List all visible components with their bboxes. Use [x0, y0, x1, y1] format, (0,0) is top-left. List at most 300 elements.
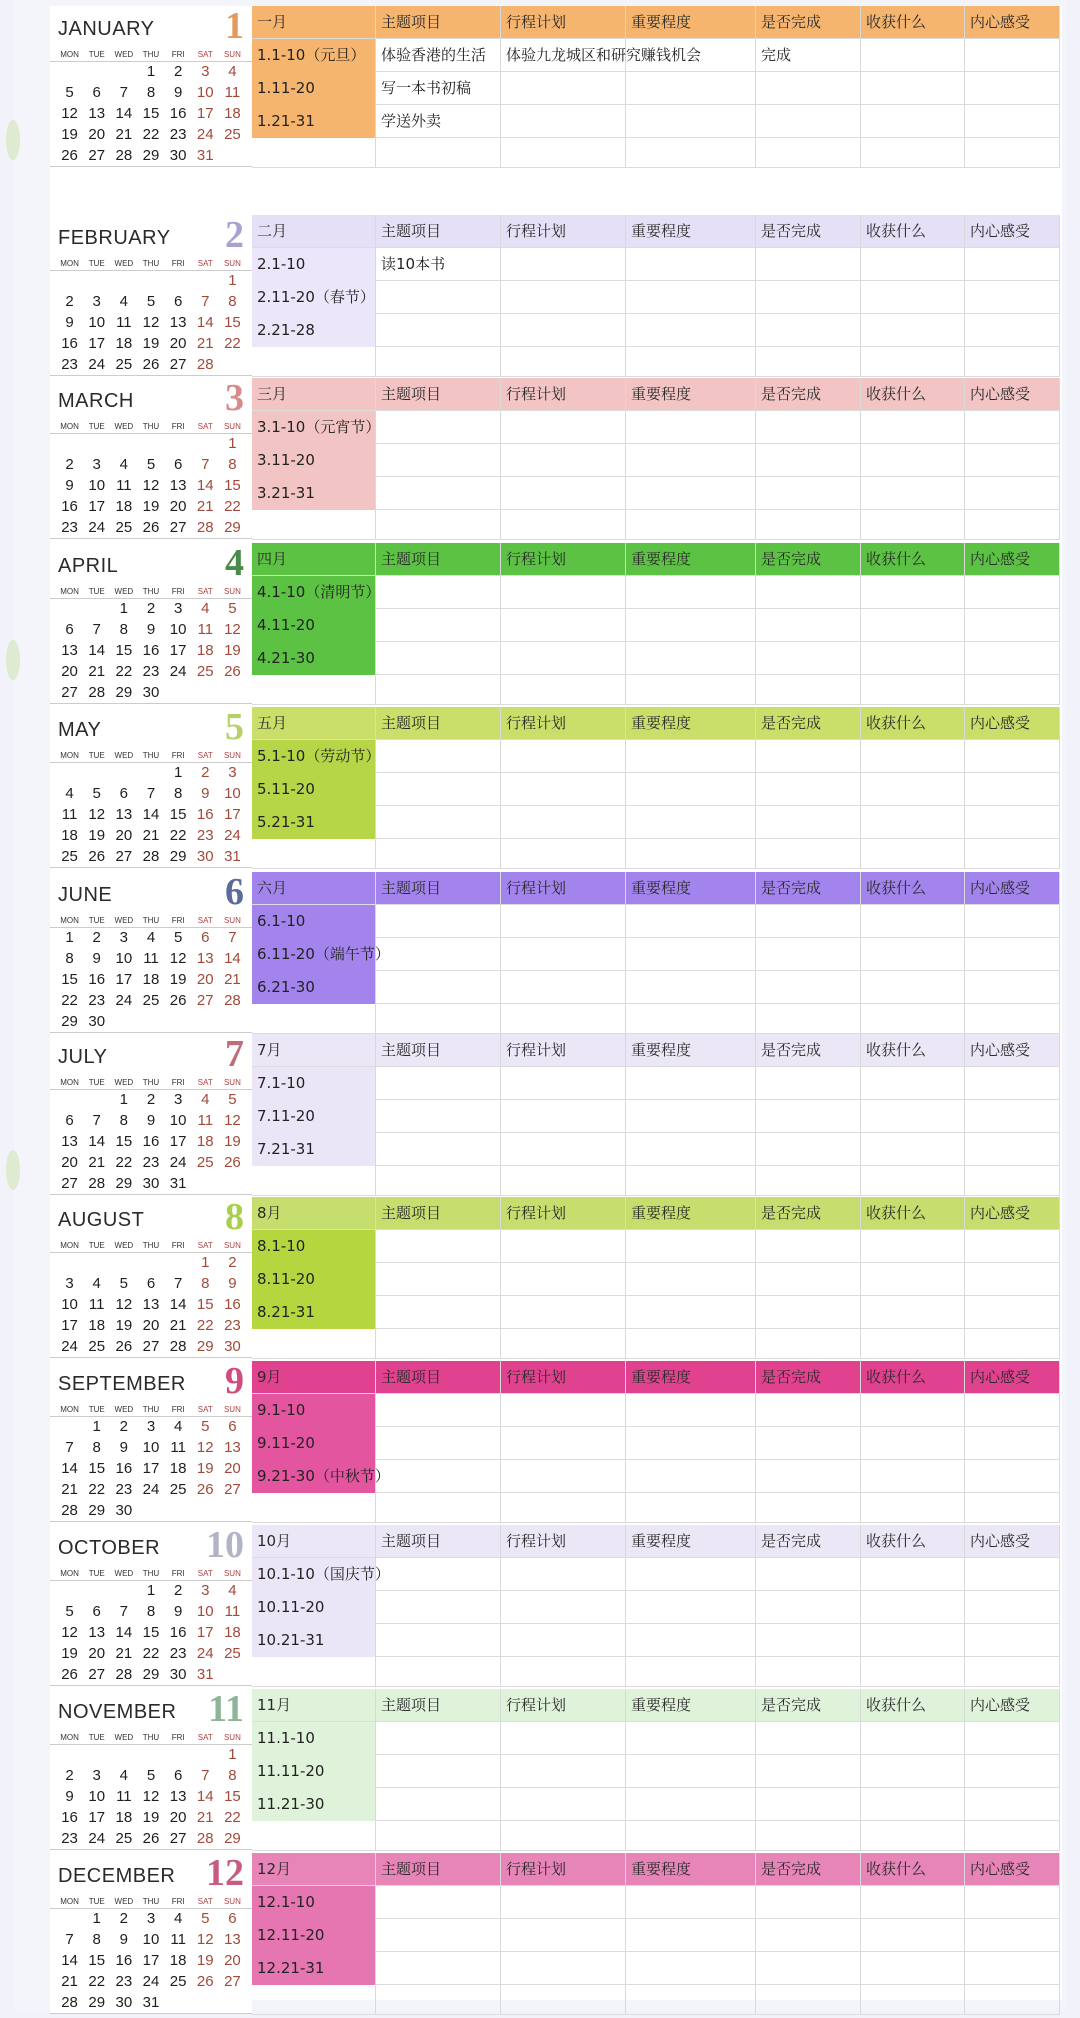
entry-cell[interactable]: [626, 1230, 756, 1263]
entry-cell[interactable]: [965, 1919, 1060, 1952]
day-cell[interactable]: 23: [61, 1830, 78, 1847]
day-cell[interactable]: 1: [173, 764, 183, 781]
day-cell[interactable]: 20: [115, 827, 133, 844]
period-label[interactable]: 6.21-30: [252, 971, 376, 1004]
entry-cell[interactable]: [626, 411, 756, 444]
day-cell[interactable]: 30: [142, 684, 160, 701]
entry-cell[interactable]: [861, 1394, 965, 1427]
entry-cell[interactable]: [376, 806, 501, 839]
blank-cell[interactable]: [965, 675, 1060, 705]
day-cell[interactable]: 29: [224, 1830, 241, 1847]
entry-cell[interactable]: [756, 1788, 861, 1821]
blank-cell[interactable]: [965, 1821, 1060, 1851]
entry-cell[interactable]: [626, 1886, 756, 1919]
period-label[interactable]: 8.11-20: [252, 1263, 376, 1296]
day-cell[interactable]: 19: [224, 1133, 241, 1150]
day-cell[interactable]: 23: [196, 827, 214, 844]
blank-cell[interactable]: [501, 1004, 626, 1034]
entry-cell[interactable]: [376, 609, 501, 642]
entry-cell[interactable]: 完成: [756, 39, 861, 72]
blank-cell[interactable]: [252, 839, 376, 869]
day-cell[interactable]: 21: [224, 971, 241, 988]
blank-cell[interactable]: [376, 1004, 501, 1034]
blank-cell[interactable]: [501, 1329, 626, 1359]
entry-cell[interactable]: [861, 314, 965, 347]
blank-cell[interactable]: [376, 1329, 501, 1359]
day-cell[interactable]: 4: [201, 600, 210, 617]
day-cell[interactable]: 23: [224, 1317, 241, 1334]
day-cell[interactable]: 27: [169, 519, 187, 536]
entry-cell[interactable]: [501, 806, 626, 839]
day-cell[interactable]: 21: [88, 663, 106, 680]
entry-cell[interactable]: [965, 281, 1060, 314]
day-cell[interactable]: 21: [196, 498, 214, 515]
entry-cell[interactable]: [965, 1133, 1060, 1166]
entry-cell[interactable]: [501, 1886, 626, 1919]
day-cell[interactable]: 28: [88, 684, 106, 701]
day-cell[interactable]: 22: [224, 335, 241, 352]
entry-cell[interactable]: [965, 1263, 1060, 1296]
entry-cell[interactable]: [861, 773, 965, 806]
day-cell[interactable]: 23: [142, 1154, 160, 1171]
entry-cell[interactable]: [501, 281, 626, 314]
day-cell[interactable]: 6: [173, 456, 183, 473]
day-cell[interactable]: 5: [146, 1767, 156, 1784]
day-cell[interactable]: 30: [115, 1994, 133, 2011]
day-cell[interactable]: 4: [201, 1091, 210, 1108]
day-cell[interactable]: 14: [142, 806, 160, 823]
day-cell[interactable]: 17: [88, 1809, 106, 1826]
blank-cell[interactable]: [252, 510, 376, 540]
entry-cell[interactable]: [965, 72, 1060, 105]
entry-cell[interactable]: [501, 642, 626, 675]
day-cell[interactable]: 25: [115, 1830, 133, 1847]
day-cell[interactable]: 21: [142, 827, 160, 844]
day-cell[interactable]: 7: [228, 929, 237, 946]
day-cell[interactable]: 26: [196, 1481, 214, 1498]
entry-cell[interactable]: [756, 1591, 861, 1624]
period-label[interactable]: 12.21-31: [252, 1952, 376, 1985]
period-label[interactable]: 10.11-20: [252, 1591, 376, 1624]
day-cell[interactable]: 19: [142, 335, 160, 352]
day-cell[interactable]: 3: [92, 1767, 101, 1784]
entry-cell[interactable]: [376, 1394, 501, 1427]
period-label[interactable]: 12.11-20: [252, 1919, 376, 1952]
day-cell[interactable]: 18: [196, 642, 214, 659]
blank-cell[interactable]: [626, 1493, 756, 1523]
entry-cell[interactable]: [861, 411, 965, 444]
day-cell[interactable]: 24: [88, 519, 106, 536]
day-cell[interactable]: 7: [146, 785, 156, 802]
blank-cell[interactable]: [376, 839, 501, 869]
blank-cell[interactable]: [626, 138, 756, 168]
blank-cell[interactable]: [501, 138, 626, 168]
entry-cell[interactable]: [376, 971, 501, 1004]
blank-cell[interactable]: [501, 1821, 626, 1851]
entry-cell[interactable]: [965, 1722, 1060, 1755]
day-cell[interactable]: 26: [142, 1830, 160, 1847]
entry-cell[interactable]: [965, 477, 1060, 510]
entry-cell[interactable]: [376, 938, 501, 971]
day-cell[interactable]: 26: [142, 519, 160, 536]
entry-cell[interactable]: [965, 905, 1060, 938]
day-cell[interactable]: 27: [61, 684, 78, 701]
day-cell[interactable]: 7: [119, 1603, 129, 1620]
day-cell[interactable]: 16: [115, 1460, 133, 1477]
day-cell[interactable]: 2: [119, 1910, 129, 1927]
entry-cell[interactable]: [861, 1919, 965, 1952]
day-cell[interactable]: 30: [115, 1502, 133, 1519]
entry-cell[interactable]: [756, 314, 861, 347]
entry-cell[interactable]: 读10本书: [376, 248, 501, 281]
entry-cell[interactable]: [376, 1230, 501, 1263]
entry-cell[interactable]: [861, 1133, 965, 1166]
blank-cell[interactable]: [252, 1004, 376, 1034]
day-cell[interactable]: 16: [61, 1809, 78, 1826]
day-cell[interactable]: 27: [115, 848, 133, 865]
entry-cell[interactable]: [861, 1591, 965, 1624]
entry-cell[interactable]: [861, 1755, 965, 1788]
day-cell[interactable]: 6: [119, 785, 129, 802]
day-cell[interactable]: 17: [196, 1624, 214, 1641]
day-cell[interactable]: 25: [115, 356, 133, 373]
day-cell[interactable]: 5: [201, 1418, 210, 1435]
entry-cell[interactable]: [861, 1952, 965, 1985]
blank-cell[interactable]: [861, 1657, 965, 1687]
day-cell[interactable]: 5: [228, 1091, 237, 1108]
blank-cell[interactable]: [756, 1493, 861, 1523]
entry-cell[interactable]: [376, 1886, 501, 1919]
entry-cell[interactable]: [861, 576, 965, 609]
blank-cell[interactable]: [376, 1166, 501, 1196]
day-cell[interactable]: 24: [169, 663, 187, 680]
day-cell[interactable]: 9: [173, 1603, 183, 1620]
blank-cell[interactable]: [252, 675, 376, 705]
day-cell[interactable]: 10: [88, 477, 106, 494]
day-cell[interactable]: 21: [61, 1973, 78, 1990]
day-cell[interactable]: 23: [61, 356, 78, 373]
day-cell[interactable]: 3: [92, 293, 101, 310]
entry-cell[interactable]: [501, 938, 626, 971]
day-cell[interactable]: 28: [196, 519, 214, 536]
period-label[interactable]: 1.11-20: [252, 72, 376, 105]
day-cell[interactable]: 25: [224, 126, 241, 143]
entry-cell[interactable]: [965, 1624, 1060, 1657]
day-cell[interactable]: 11: [224, 84, 241, 101]
day-cell[interactable]: 25: [142, 992, 160, 1009]
day-cell[interactable]: 5: [173, 929, 183, 946]
day-cell[interactable]: 27: [61, 1175, 78, 1192]
blank-cell[interactable]: [965, 1493, 1060, 1523]
entry-cell[interactable]: [501, 1952, 626, 1985]
period-label[interactable]: 9.21-30（中秋节）: [252, 1460, 376, 1493]
entry-cell[interactable]: [965, 740, 1060, 773]
day-cell[interactable]: 25: [169, 1973, 187, 1990]
day-cell[interactable]: 17: [196, 105, 214, 122]
day-cell[interactable]: 19: [142, 1809, 160, 1826]
day-cell[interactable]: 10: [169, 1112, 187, 1129]
day-cell[interactable]: 30: [196, 848, 214, 865]
entry-cell[interactable]: [376, 444, 501, 477]
day-cell[interactable]: 3: [228, 764, 237, 781]
entry-cell[interactable]: [756, 1558, 861, 1591]
entry-cell[interactable]: [626, 281, 756, 314]
day-cell[interactable]: 13: [61, 642, 78, 659]
day-cell[interactable]: 30: [224, 1338, 241, 1355]
day-cell[interactable]: 10: [169, 621, 187, 638]
day-cell[interactable]: 14: [88, 642, 106, 659]
entry-cell[interactable]: [626, 740, 756, 773]
day-cell[interactable]: 15: [224, 1788, 241, 1805]
blank-cell[interactable]: [501, 1657, 626, 1687]
entry-cell[interactable]: [965, 1394, 1060, 1427]
entry-cell[interactable]: [626, 642, 756, 675]
day-cell[interactable]: 29: [88, 1502, 106, 1519]
day-cell[interactable]: 6: [201, 929, 210, 946]
blank-cell[interactable]: [756, 1657, 861, 1687]
day-cell[interactable]: 26: [142, 356, 160, 373]
day-cell[interactable]: 19: [88, 827, 106, 844]
day-cell[interactable]: 15: [142, 1624, 160, 1641]
day-cell[interactable]: 9: [65, 314, 74, 331]
day-cell[interactable]: 28: [88, 1175, 106, 1192]
entry-cell[interactable]: [861, 72, 965, 105]
entry-cell[interactable]: [626, 105, 756, 138]
entry-cell[interactable]: [501, 411, 626, 444]
day-cell[interactable]: 30: [88, 1013, 106, 1030]
day-cell[interactable]: 2: [65, 456, 74, 473]
day-cell[interactable]: 15: [88, 1460, 106, 1477]
entry-cell[interactable]: [376, 1067, 501, 1100]
day-cell[interactable]: 9: [119, 1439, 129, 1456]
blank-cell[interactable]: [965, 839, 1060, 869]
day-cell[interactable]: 20: [142, 1317, 160, 1334]
entry-cell[interactable]: [626, 938, 756, 971]
day-cell[interactable]: 9: [65, 477, 74, 494]
blank-cell[interactable]: [376, 1985, 501, 2015]
entry-cell[interactable]: [501, 576, 626, 609]
day-cell[interactable]: 28: [115, 1666, 133, 1683]
entry-cell[interactable]: [965, 971, 1060, 1004]
day-cell[interactable]: 25: [169, 1481, 187, 1498]
entry-cell[interactable]: [626, 1460, 756, 1493]
day-cell[interactable]: 15: [224, 477, 241, 494]
day-cell[interactable]: 8: [228, 293, 237, 310]
entry-cell[interactable]: [501, 444, 626, 477]
blank-cell[interactable]: [501, 347, 626, 377]
day-cell[interactable]: 8: [92, 1931, 101, 1948]
day-cell[interactable]: 2: [92, 929, 101, 946]
day-cell[interactable]: 29: [224, 519, 241, 536]
entry-cell[interactable]: [756, 1722, 861, 1755]
entry-cell[interactable]: [501, 1133, 626, 1166]
day-cell[interactable]: 9: [146, 1112, 156, 1129]
day-cell[interactable]: 23: [169, 1645, 187, 1662]
entry-cell[interactable]: [626, 1624, 756, 1657]
day-cell[interactable]: 1: [92, 1910, 101, 1927]
day-cell[interactable]: 7: [92, 621, 101, 638]
day-cell[interactable]: 29: [142, 1666, 160, 1683]
period-label[interactable]: 5.1-10（劳动节）: [252, 740, 376, 773]
day-cell[interactable]: 15: [115, 642, 133, 659]
period-label[interactable]: 5.11-20: [252, 773, 376, 806]
period-label[interactable]: 2.21-28: [252, 314, 376, 347]
day-cell[interactable]: 19: [115, 1317, 133, 1334]
blank-cell[interactable]: [252, 1657, 376, 1687]
day-cell[interactable]: 17: [224, 806, 241, 823]
day-cell[interactable]: 9: [228, 1275, 237, 1292]
day-cell[interactable]: 14: [61, 1952, 78, 1969]
day-cell[interactable]: 30: [142, 1175, 160, 1192]
blank-cell[interactable]: [965, 510, 1060, 540]
period-label[interactable]: 5.21-31: [252, 806, 376, 839]
day-cell[interactable]: 22: [169, 827, 187, 844]
day-cell[interactable]: 23: [61, 519, 78, 536]
entry-cell[interactable]: [501, 905, 626, 938]
entry-cell[interactable]: [756, 248, 861, 281]
day-cell[interactable]: 18: [115, 335, 133, 352]
day-cell[interactable]: 21: [115, 126, 133, 143]
blank-cell[interactable]: [252, 138, 376, 168]
entry-cell[interactable]: [965, 1558, 1060, 1591]
day-cell[interactable]: 18: [224, 105, 241, 122]
blank-cell[interactable]: [501, 1985, 626, 2015]
blank-cell[interactable]: [252, 1329, 376, 1359]
day-cell[interactable]: 4: [119, 1767, 129, 1784]
day-cell[interactable]: 6: [228, 1910, 237, 1927]
blank-cell[interactable]: [861, 1329, 965, 1359]
entry-cell[interactable]: [756, 905, 861, 938]
entry-cell[interactable]: [501, 1755, 626, 1788]
day-cell[interactable]: 13: [169, 477, 187, 494]
day-cell[interactable]: 29: [142, 147, 160, 164]
blank-cell[interactable]: [626, 1821, 756, 1851]
day-cell[interactable]: 8: [228, 1767, 237, 1784]
entry-cell[interactable]: [965, 1755, 1060, 1788]
day-cell[interactable]: 14: [196, 1788, 214, 1805]
day-cell[interactable]: 29: [169, 848, 187, 865]
entry-cell[interactable]: 学送外卖: [376, 105, 501, 138]
period-label[interactable]: 12.1-10: [252, 1886, 376, 1919]
day-cell[interactable]: 28: [61, 1502, 78, 1519]
day-cell[interactable]: 15: [61, 971, 78, 988]
entry-cell[interactable]: [376, 1755, 501, 1788]
day-cell[interactable]: 17: [142, 1460, 160, 1477]
day-cell[interactable]: 10: [88, 314, 106, 331]
day-cell[interactable]: 22: [115, 1154, 133, 1171]
day-cell[interactable]: 2: [173, 1582, 183, 1599]
day-cell[interactable]: 23: [169, 126, 187, 143]
entry-cell[interactable]: [501, 971, 626, 1004]
day-cell[interactable]: 1: [92, 1418, 101, 1435]
day-cell[interactable]: 13: [88, 105, 106, 122]
day-cell[interactable]: 16: [61, 498, 78, 515]
day-cell[interactable]: 8: [201, 1275, 210, 1292]
day-cell[interactable]: 10: [142, 1931, 160, 1948]
entry-cell[interactable]: [376, 1624, 501, 1657]
entry-cell[interactable]: [965, 609, 1060, 642]
entry-cell[interactable]: [861, 39, 965, 72]
entry-cell[interactable]: [501, 1460, 626, 1493]
entry-cell[interactable]: [501, 1100, 626, 1133]
entry-cell[interactable]: [756, 938, 861, 971]
entry-cell[interactable]: [756, 576, 861, 609]
entry-cell[interactable]: [501, 740, 626, 773]
blank-cell[interactable]: [626, 347, 756, 377]
entry-cell[interactable]: [861, 1886, 965, 1919]
day-cell[interactable]: 15: [169, 806, 187, 823]
entry-cell[interactable]: [626, 477, 756, 510]
blank-cell[interactable]: [376, 675, 501, 705]
day-cell[interactable]: 24: [88, 1830, 106, 1847]
day-cell[interactable]: 12: [196, 1931, 214, 1948]
day-cell[interactable]: 22: [196, 1317, 214, 1334]
entry-cell[interactable]: [626, 1788, 756, 1821]
day-cell[interactable]: 26: [115, 1338, 133, 1355]
day-cell[interactable]: 12: [224, 1112, 241, 1129]
blank-cell[interactable]: [376, 1657, 501, 1687]
blank-cell[interactable]: [756, 839, 861, 869]
entry-cell[interactable]: [626, 609, 756, 642]
day-cell[interactable]: 11: [116, 477, 132, 494]
day-cell[interactable]: 5: [146, 293, 156, 310]
day-cell[interactable]: 13: [115, 806, 133, 823]
day-cell[interactable]: 27: [169, 356, 187, 373]
day-cell[interactable]: 8: [146, 84, 156, 101]
entry-cell[interactable]: [965, 1230, 1060, 1263]
day-cell[interactable]: 17: [88, 335, 106, 352]
entry-cell[interactable]: [376, 576, 501, 609]
blank-cell[interactable]: [756, 1821, 861, 1851]
blank-cell[interactable]: [626, 1329, 756, 1359]
day-cell[interactable]: 17: [61, 1317, 78, 1334]
day-cell[interactable]: 2: [228, 1254, 237, 1271]
day-cell[interactable]: 3: [119, 929, 129, 946]
day-cell[interactable]: 20: [88, 1645, 106, 1662]
blank-cell[interactable]: [252, 347, 376, 377]
day-cell[interactable]: 29: [88, 1994, 106, 2011]
entry-cell[interactable]: [965, 444, 1060, 477]
day-cell[interactable]: 6: [228, 1418, 237, 1435]
blank-cell[interactable]: [501, 839, 626, 869]
entry-cell[interactable]: [756, 609, 861, 642]
entry-cell[interactable]: [626, 773, 756, 806]
day-cell[interactable]: 16: [61, 335, 78, 352]
entry-cell[interactable]: [861, 1230, 965, 1263]
entry-cell[interactable]: [376, 905, 501, 938]
blank-cell[interactable]: [861, 1985, 965, 2015]
day-cell[interactable]: 5: [92, 785, 101, 802]
day-cell[interactable]: 24: [115, 992, 133, 1009]
day-cell[interactable]: 6: [65, 1112, 74, 1129]
entry-cell[interactable]: [756, 806, 861, 839]
day-cell[interactable]: 5: [201, 1910, 210, 1927]
entry-cell[interactable]: [626, 1919, 756, 1952]
entry-cell[interactable]: [501, 1591, 626, 1624]
entry-cell[interactable]: [376, 281, 501, 314]
day-cell[interactable]: 9: [65, 1788, 74, 1805]
day-cell[interactable]: 27: [88, 1666, 106, 1683]
day-cell[interactable]: 16: [169, 1624, 187, 1641]
day-cell[interactable]: 25: [196, 1154, 214, 1171]
entry-cell[interactable]: [501, 1296, 626, 1329]
entry-cell[interactable]: [756, 1919, 861, 1952]
period-label[interactable]: 4.11-20: [252, 609, 376, 642]
entry-cell[interactable]: [965, 806, 1060, 839]
day-cell[interactable]: 29: [115, 684, 133, 701]
period-label[interactable]: 7.11-20: [252, 1100, 376, 1133]
entry-cell[interactable]: [756, 1067, 861, 1100]
